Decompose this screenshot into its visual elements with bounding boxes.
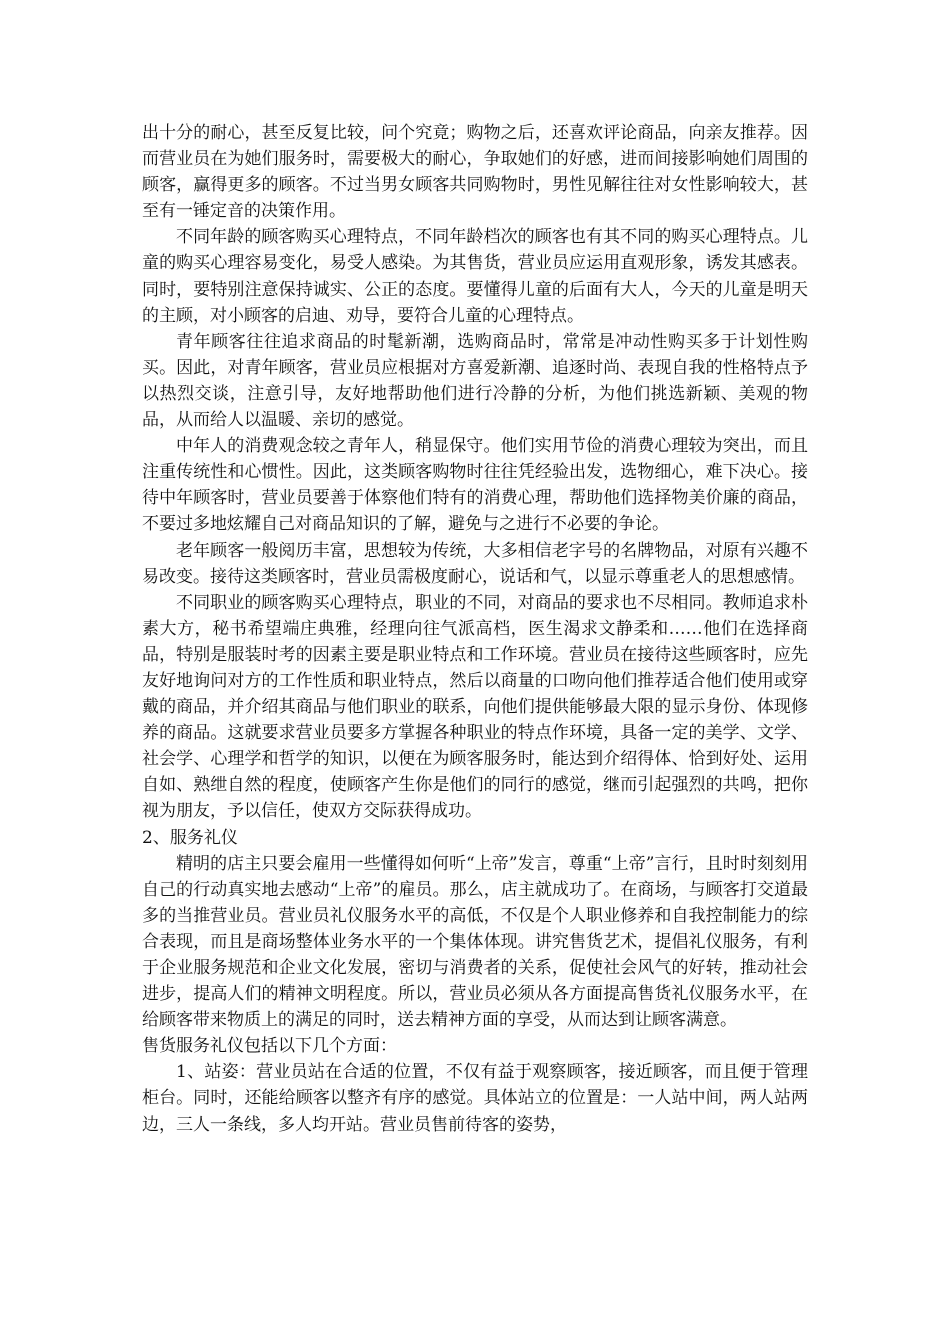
section-heading-service-etiquette: 2、服务礼仪 [142,827,238,848]
paragraph-occupation: 不同职业的顾客购买心理特点，职业的不同，对商品的要求也不尽相同。教师追求朴素大方，秘书希望端庄典雅，经理向往气派高档，医生渴求文静柔和……他们在选择商品，特别是服装时考的因素主要是职业特点和工作环境。营业员在接待这些顾客时，应先友好地询问对方的工作性质和职业特点，然后以商量的口吻向他们推荐适合他们使用或穿戴的商品，并介绍其商品与他们职业的联系，向他们提供能够最大限的显示身份、体现修养的商品。这就要求营业员要多方掌握各种职业的特点作环境，具备一定的美学、文学、社会学、心理学和哲学的知识，以便在为顾客服务时，能达到介绍得体、恰到好处、运用自如、熟绁自然的程度，使顾客产生你是他们的同行的感觉，继而引起强烈的共鸣，把你视为朋友，予以信任，使双方交际获得成功。 [142,592,808,822]
paragraph-standing-posture: 1、站姿：营业员站在合适的位置，不仅有益于观察顾客，接近顾客，而且便于管理柜台。同时，还能给顾客以整齐有序的感觉。具体站立的位置是：一人站中间，两人站两边，三人一条线，多人均开站。营业员售前待客的姿势， [142,1062,808,1135]
paragraph-service-etiquette: 精明的店主只要会雇用一些懂得如何听“上帝”发言，尊重“上帝”言行，且时时刻刻用自己的行动真实地去感动“上帝”的雇员。那么，店主就成功了。在商场，与顾客打交道最多的当推营业员。营业员礼仪服务水平的高低，不仅是个人职业修养和自我控制能力的综合表现，而且是商场整体业务水平的一个集体体现。讲究售货艺术，提倡礼仪服务，有利于企业服务规范和企业文化发展，密切与消费者的关系，促使社会风气的好转，推动社会进步，提高人们的精神文明程度。所以，营业员必须从各方面提高售货礼仪服务水平，在给顾客带来物质上的满足的同时，送去精神方面的享受，从而达到让顾客满意。 [142,853,808,1031]
paragraph-continuation: 出十分的耐心，甚至反复比较，问个究竟；购物之后，还喜欢评论商品，向亲友推荐。因而营业员在为她们服务时，需要极大的耐心，争取她们的好感，进而间接影响她们周围的顾客，赢得更多的顾客。不过当男女顾客共同购物时，男性见解往往对女性影响较大，甚至有一锤定音的决策作用。 [142,123,808,222]
paragraph-elderly: 老年顾客一般阅历丰富，思想较为传统，大多相信老字号的名牌物品，对原有兴趣不易改变。接待这类顾客时，营业员需极度耐心，说话和气，以显示尊重老人的思想感情。 [142,540,808,587]
paragraph-youth: 青年顾客往往追求商品的时髦新潮，选购商品时，常常是冲动性购买多于计划性购买。因此，对青年顾客，营业员应根据对方喜爱新潮、追逐时尚、表现自我的性格特点予以热烈交谈，注意引导，友好地帮助他们进行冷静的分析，为他们挑选新颖、美观的物品，从而给人以温暖、亲切的感觉。 [142,331,808,431]
paragraph-etiquette-intro: 售货服务礼仪包括以下几个方面： [142,1036,397,1057]
document-page [142,120,808,1138]
paragraph-age-children: 不同年龄的顾客购买心理特点，不同年龄档次的顾客也有其不同的购买心理特点。儿童的购买心理容易变化，易受人感染。为其售货，营业员应运用直观形象，诱发其感表。同时，要特别注意保持诚实、公正的态度。要懂得儿童的后面有大人，今天的儿童是明天的主顾，对小顾客的启迪、劝导，要符合儿童的心理特点。 [142,227,808,326]
paragraph-middle-aged: 中年人的消费观念较之青年人，稍显保守。他们实用节俭的消费心理较为突出，而且注重传统性和心惯性。因此，这类顾客购物时往往凭经验出发，选物细心，难下决心。接待中年顾客时，营业员要善于体察他们特有的消费心理，帮助他们选择物美价廉的商品，不要过多地炫耀自己对商品知识的了解，避免与之进行不必要的争论。 [142,436,808,535]
